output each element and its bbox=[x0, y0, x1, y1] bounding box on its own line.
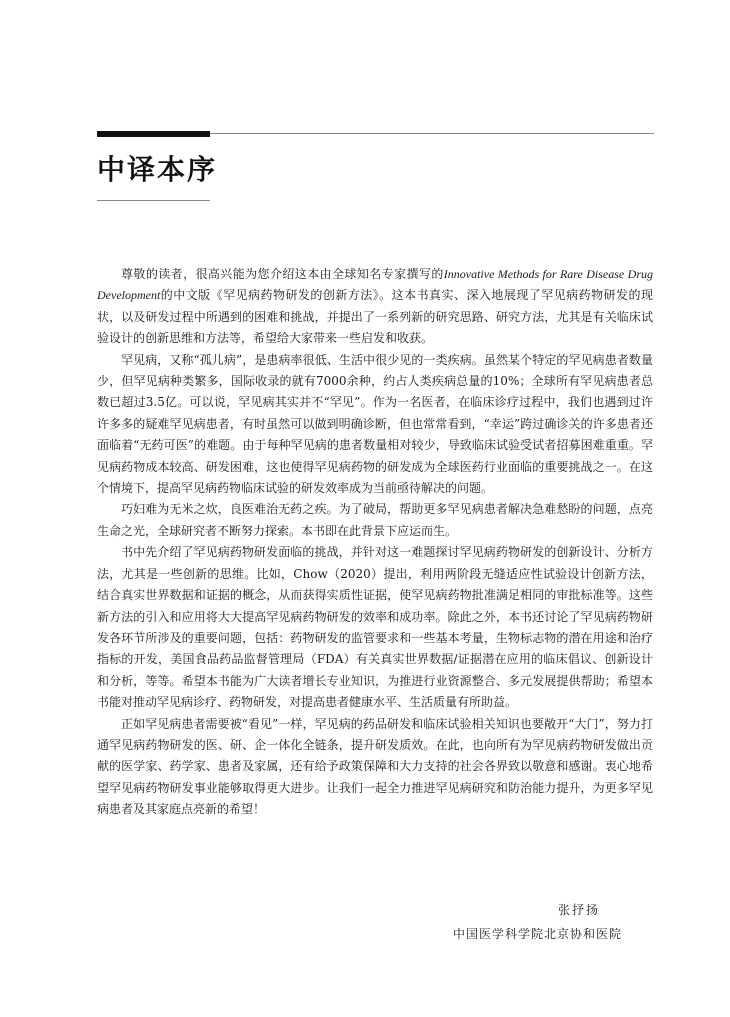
book-english-title: Innovative Methods for Rare Disease Drug Development bbox=[97, 267, 653, 303]
paragraph-1-part2: 的中文版《罕见病药物研发的创新方法》。这本书真实、深入地展现了罕见病药物研发的现状，以及研发过程中所遇到的困难和挑战，并提出了一系列新的研究思路、研究方法，尤其是有关临床试验设计的创新思维和方法等，希望给大家带来一些启发和收获。 bbox=[97, 288, 653, 346]
preface-body bbox=[97, 264, 653, 821]
paragraph-5: 正如罕见病患者需要被“看见”一样，罕见病的药品研发和临床试验相关知识也要敞开“大门”，努力打通罕见病药物研发的医、研、企一体化全链条，提升研发质效。在此，也向所有为罕见病药物研发做出贡献的医学家、药学家、患者及家属，还有给予政策保障和大力支持的社会各界致以敬意和感谢。衷心地希望罕见病药物研发事业能够取得更大进步。让我们一起全力推进罕见病研究和防治能力提升，为更多罕见病患者及其家庭点亮新的希望！ bbox=[97, 716, 653, 817]
signature-block bbox=[453, 898, 622, 946]
signature-name: 张抒扬 bbox=[557, 903, 600, 917]
page-title: 中译本序 bbox=[97, 153, 218, 186]
signature-organization: 中国医学科学院北京协和医院 bbox=[452, 927, 622, 941]
header-rule-accent bbox=[97, 131, 210, 137]
paragraph-2: 罕见病，又称“孤儿病”，是患病率很低、生活中很少见的一类疾病。虽然某个特定的罕见病患者数量少，但罕见病种类繁多，国际收录的就有7000余种，约占人类疾病总量的10%；全球所有罕见病患者总数已超过3.5亿。可以说，罕见病其实并不“罕见”。作为一名医者，在临床诊疗过程中，我们也遇到过许许多多的疑难罕见病患者，有时虽然可以做到明确诊断，但也常常看到，“幸运”跨过确诊关的许多患者还面临着“无药可医”的难题。由于每种罕见病的患者数量相对较少，导致临床试验受试者招募困难重重。罕见病药物成本较高、研发困难，这也使得罕见病药物的研发成为全球医药行业面临的重要挑战之一。在这个情境下，提高罕见病药物临床试验的研发效率成为当前亟待解决的问题。 bbox=[97, 352, 653, 496]
paragraph-3: 巧妇难为无米之炊，良医难治无药之疾。为了破局，帮助更多罕见病患者解决急难愁盼的问题，点亮生命之光，全球研究者不断努力探索。本书即在此背景下应运而生。 bbox=[97, 502, 653, 538]
paragraph-1-part1: 尊敬的读者，很高兴能为您介绍这本由全球知名专家撰写的 bbox=[121, 267, 444, 281]
paragraph-1 bbox=[97, 264, 653, 350]
paragraph-4: 书中先介绍了罕见病药物研发面临的挑战，并针对这一难题探讨罕见病药物研发的创新设计、分析方法，尤其是一些创新的思维。比如，Chow（2020）提出，利用两阶段无缝适应性试验设计创新方法，结合真实世界数据和证据的概念，从而获得实质性证据，使罕见病药物批准满足相同的审批标准等。这些新方法的引入和应用将大大提高罕见病药物研发的效率和成功率。除此之外，本书还讨论了罕见病药物研发各环节所涉及的重要问题，包括：药物研发的监管要求和一些基本考量，生物标志物的潜在用途和治疗指标的开发，美国食品药品监督管理局（FDA）有关真实世界数据/证据潜在应用的临床倡议、创新设计和分析，等等。希望本书能为广大读者增长专业知识，为推进行业资源整合、多元发展提供帮助；希望本书能对推动罕见病诊疗、药物研发，对提高患者健康水平、生活质量有所助益。 bbox=[97, 545, 653, 710]
title-underline bbox=[97, 200, 210, 201]
